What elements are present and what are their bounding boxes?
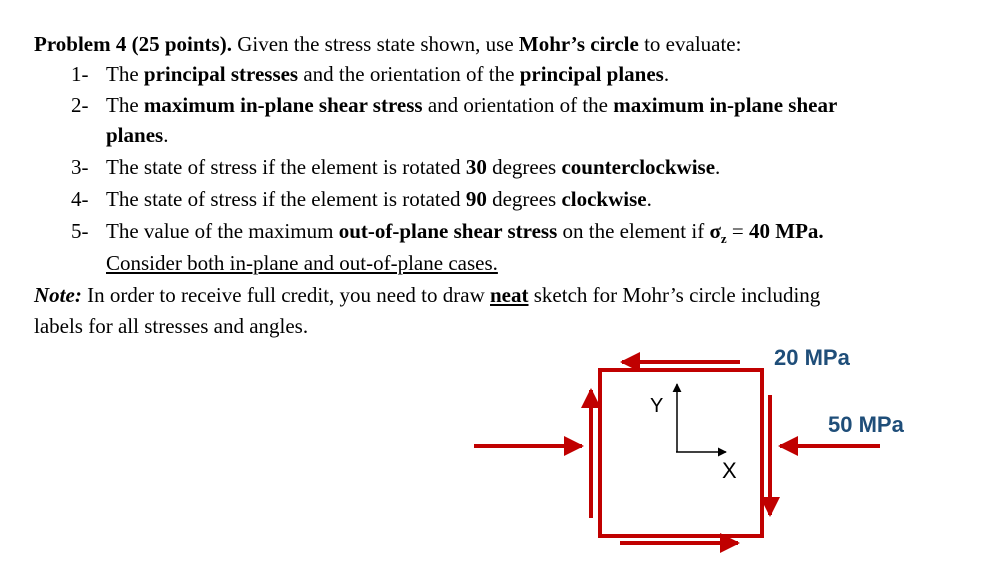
item-1-text-b: and the orientation of the xyxy=(298,62,520,86)
item-2-bold-a: maximum in-plane shear stress xyxy=(143,93,423,117)
item-5-equals: = xyxy=(726,219,750,243)
item-3-text-a: The state of stress if the element is rotated xyxy=(106,155,466,179)
intro-text-b: to evaluate: xyxy=(638,32,742,56)
problem-label: Problem 4 (25 points). xyxy=(34,32,232,56)
intro-text-a: Given the stress state shown, use xyxy=(231,32,519,56)
item-5-underlined-text: Consider both in-plane and out-of-plane cases. xyxy=(106,251,498,275)
item-1-text-a: The xyxy=(106,62,144,86)
item-3-bold-b: counterclockwise xyxy=(561,155,716,179)
note-paragraph xyxy=(34,282,820,308)
list-item-continuation xyxy=(106,122,168,148)
x-axis-label: X xyxy=(722,458,737,483)
item-2-number: 2- xyxy=(71,93,89,117)
item-5-bold-a: out-of-plane shear stress xyxy=(338,219,558,243)
intro-bold: Mohr’s circle xyxy=(518,32,639,56)
list-item xyxy=(106,92,837,118)
item-5-bold-b: 40 MPa. xyxy=(749,219,824,243)
item-4-bold-b: clockwise xyxy=(561,187,647,211)
shear-stress-label: 20 MPa xyxy=(774,345,850,370)
item-5-number: 5- xyxy=(71,219,89,243)
stress-element-diagram xyxy=(460,340,940,580)
item-3-text-c: . xyxy=(715,155,721,179)
item-2-text-a: The xyxy=(106,93,144,117)
item-4-text-b: degrees xyxy=(486,187,562,211)
list-item xyxy=(106,154,720,180)
y-axis-label: Y xyxy=(650,395,664,417)
note-text-a: In order to receive full credit, you need to draw xyxy=(81,283,490,307)
item-4-bold-a: 90 xyxy=(465,187,487,211)
item-5-text-b: on the element if xyxy=(557,219,710,243)
list-item xyxy=(106,61,669,87)
note-label: Note: xyxy=(34,283,82,307)
item-4-number: 4- xyxy=(71,187,89,211)
stress-element-square xyxy=(600,370,762,536)
note-text-line2: labels for all stresses and angles. xyxy=(34,314,309,338)
list-item xyxy=(106,218,824,252)
list-item-continuation xyxy=(106,250,498,276)
note-text-b: sketch for Mohr’s circle including xyxy=(528,283,821,307)
item-1-text-c: . xyxy=(663,62,670,86)
note-underlined-word: neat xyxy=(490,283,529,307)
item-1-bold-b: principal planes xyxy=(519,62,664,86)
item-2-bold-b: maximum in-plane shear xyxy=(613,93,838,117)
normal-stress-label: 50 MPa xyxy=(828,412,904,437)
item-3-text-b: degrees xyxy=(486,155,562,179)
item-3-bold-a: 30 xyxy=(465,155,487,179)
item-3-number: 3- xyxy=(71,155,89,179)
note-paragraph-line2 xyxy=(34,313,308,339)
list-item xyxy=(106,186,652,212)
item-2-text-b: and orientation of the xyxy=(422,93,614,117)
item-5-text-a: The value of the maximum xyxy=(106,219,339,243)
item-4-text-a: The state of stress if the element is rotated xyxy=(106,187,466,211)
item-2-cont-bold: planes xyxy=(106,123,164,147)
sigma-subscript: z xyxy=(720,231,727,247)
item-1-number: 1- xyxy=(71,62,89,86)
item-1-bold-a: principal stresses xyxy=(143,62,299,86)
item-4-text-c: . xyxy=(646,187,652,211)
problem-statement xyxy=(34,31,741,57)
item-2-cont-text: . xyxy=(163,123,169,147)
sigma-symbol: σ xyxy=(709,219,721,243)
